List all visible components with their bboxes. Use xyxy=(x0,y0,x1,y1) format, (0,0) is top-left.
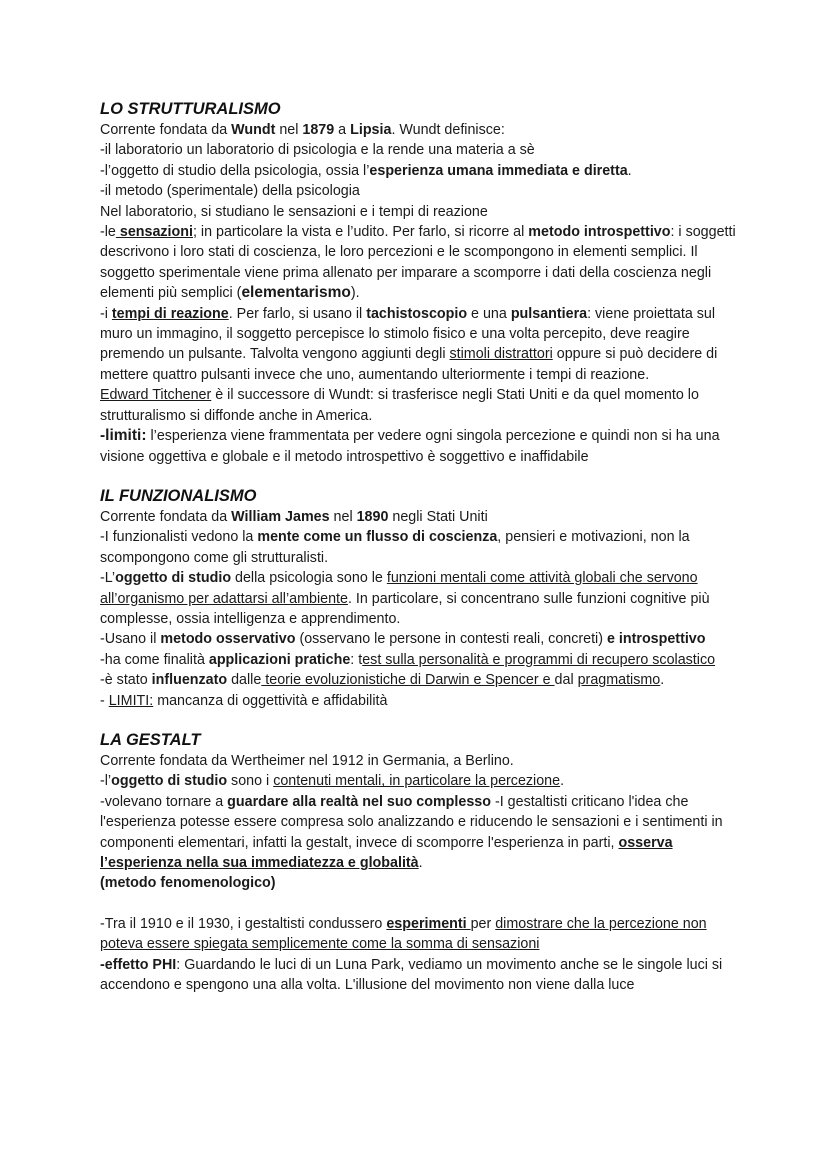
paragraph: -L’oggetto di studio della psicologia sono le funzioni mentali come attività globali che servono all’organismo per adattarsi all’ambiente. In particolare, si concentrano sulle funzioni cognitive più complesse, ossia intelligenza e apprendimento. xyxy=(100,570,710,627)
paragraph: Corrente fondata da William James nel 1890 negli Stati Uniti xyxy=(100,508,488,525)
section-title-funzionalismo: IL FUNZIONALISMO xyxy=(100,486,257,505)
paragraph: -volevano tornare a guardare alla realtà nel suo complesso -I gestaltisti criticano l'idea che l'esperienza potesse essere compresa solo analizzando e riducendo le sensazioni e i sentimenti in componenti elementari, infatti la gestalt, invece di scomporre l'esperienza in parti, osserva l’esperienza nella sua immediatezza e globalità. xyxy=(100,793,723,871)
paragraph: -limiti: l’esperienza viene frammentata per vedere ogni singola percezione e quindi non si ha una visione oggettiva e globale e il metodo introspettivo è soggettivo e inaffidabile xyxy=(100,427,720,465)
paragraph: -Tra il 1910 e il 1930, i gestaltisti condussero esperimenti per dimostrare che la percezione non poteva essere spiegata semplicemente come la somma di sensazioni xyxy=(100,915,707,953)
paragraph: (metodo fenomenologico) xyxy=(100,875,276,892)
paragraph: -i tempi di reazione. Per farlo, si usano il tachistoscopio e una pulsantiera: viene proiettata sul muro un immagino, il soggetto percepisce lo stimolo fisico e una volta percepito, deve reagire premendo un pulsante. Talvolta vengono aggiunti degli stimoli distrattori oppure si può decidere di mettere quattro pulsanti invece che uno, aumentando ulteriormente i tempi di reazione. xyxy=(100,305,718,383)
document-page xyxy=(100,98,740,995)
paragraph: - LIMITI: mancanza di oggettività e affidabilità xyxy=(100,692,388,709)
paragraph: -l’oggetto di studio della psicologia, ossia l’esperienza umana immediata e diretta. xyxy=(100,162,632,179)
paragraph: -effetto PHI: Guardando le luci di un Luna Park, vediamo un movimento anche se le singole luci si accendono e spengono una alla volta. L'illusione del movimento non viene dalla luce xyxy=(100,956,723,994)
paragraph: -ha come finalità applicazioni pratiche: test sulla personalità e programmi di recupero scolastico xyxy=(100,651,716,668)
paragraph: -I funzionalisti vedono la mente come un flusso di coscienza, pensieri e motivazioni, non la scompongono come gli strutturalisti. xyxy=(100,529,690,566)
paragraph: Edward Titchener è il successore di Wundt: si trasferisce negli Stati Uniti e da quel momento lo strutturalismo si diffonde anche in America. xyxy=(100,387,699,424)
paragraph: -le sensazioni; in particolare la vista e l’udito. Per farlo, si ricorre al metodo introspettivo: i soggetti descrivono i loro stati di coscienza, le loro percezioni e le scompongono in elementi semplici. Il soggetto sperimentale viene prima allenato per imparare a scomporre i dati della coscienza negli elementi più semplici (elementarismo). xyxy=(100,224,736,302)
paragraph: Corrente fondata da Wundt nel 1879 a Lipsia. Wundt definisce: xyxy=(100,122,505,138)
paragraph: -il laboratorio un laboratorio di psicologia e la rende una materia a sè xyxy=(100,142,535,159)
section-title-strutturalismo: LO STRUTTURALISMO xyxy=(100,100,281,118)
section-title-gestalt: LA GESTALT xyxy=(100,730,201,749)
paragraph: Nel laboratorio, si studiano le sensazioni e i tempi di reazione xyxy=(100,203,488,220)
paragraph: -è stato influenzato dalle teorie evoluzionistiche di Darwin e Spencer e dal pragmatismo. xyxy=(100,672,665,689)
paragraph: Corrente fondata da Wertheimer nel 1912 in Germania, a Berlino. xyxy=(100,752,514,769)
paragraph: -Usano il metodo osservativo (osservano le persone in contesti reali, concreti) e introspettivo xyxy=(100,631,706,648)
paragraph: -il metodo (sperimentale) della psicologia xyxy=(100,183,360,200)
paragraph: -l’oggetto di studio sono i contenuti mentali, in particolare la percezione. xyxy=(100,773,565,790)
blank-line xyxy=(100,894,740,914)
